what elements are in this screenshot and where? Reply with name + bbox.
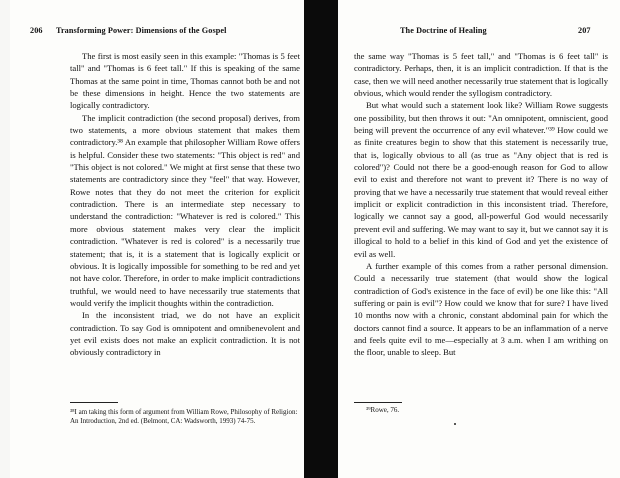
- right-page-body: [354, 50, 608, 359]
- running-title: The Doctrine of Healing: [400, 26, 487, 35]
- scan-speck: [454, 423, 456, 425]
- footnote-rule: [70, 402, 118, 403]
- footnote: ³⁸I am taking this form of argument from William Rowe, Philosophy of Religion: An Introduction, 2nd ed. (Belmont, CA: Wadsworth, 1993) 74-75.: [70, 408, 298, 426]
- left-page-header: [14, 26, 300, 40]
- paragraph: In the inconsistent triad, we do not have an explicit contradiction. To say God is omnipotent and omnibenevolent and yet evil exists does not make an explicit contradiction. It is not obviously contradictory in: [70, 310, 300, 358]
- paragraph: The first is most easily seen in this example: "Thomas is 5 feet tall" and "Thomas is 6 feet tall." If this is speaking of the same Thomas at the same point in time, Thomas cannot both be and not be these dimensions in height. Hence the two statements are logically contradictory.: [70, 51, 300, 111]
- book-gutter: [304, 0, 338, 478]
- paragraph: But what would such a statement look like? William Rowe suggests one possibility, but then throws it out: "An omnipotent, omniscient, good being will prevent the occurrence of any evil whatever."³⁹ How could we as finite creatures begin to show that this statement is necessarily true, that is, logically obvious to all (as true as "Any object that is red is colored")? Could not there be a good-enough reason for God to allow evil to exist and therefore not want to prevent it? There is no way of proving that we have a necessarily true statement that would reveal either implicit or explicit contradiction in this inconsistent triad. Therefore, logically we cannot say a good, all-powerful God would necessarily prevent evil and suffering. We may want to say it, but we cannot say it is illogical to hold to a belief in this kind of God and yet the existence of evil as well.: [354, 100, 608, 259]
- left-page-body: [70, 50, 300, 359]
- page-number: 207: [578, 26, 591, 35]
- footnote-rule: [354, 402, 402, 403]
- paragraph: The implicit contradiction (the second proposal) derives, from two statements, a more obvious statement that makes them contradictory.³⁸ An example that philosopher William Rowe offers is helpful. Consider these two statements: "This object is red" and "This object is not colored." We might at first sense that these two statements are contradictory since they "feel" that way. However, Rowe notes that they do not meet the criterion for explicit contradiction. There is an intermediate step necessary to understand the contradiction: "Whatever is red is colored." This more obvious statement makes very clear the implicit contradiction. "Whatever is red is colored" is a necessarily true statement; that is, it is a statement that is logically explicit or obvious. It is logically impossible for something to be red and yet not have color. Therefore, in order to make implicit contradictions truthful, we would need to have necessarily true statements that would verify the implicit thoughts within the contradiction.: [70, 112, 300, 308]
- paragraph: A further example of this comes from a rather personal dimension. Could a necessarily true statement (that would show the logical contradiction of God's existence in the face of evil) be one like this: "All suffering or pain is evil"? How could we know that for sure? I have lived 10 months now with a chronic, constant abdominal pain for which the doctors cannot find a source. It appears to be an inflammation of a nerve and feels quite evil to me—especially at 3 a.m. when I am writhing on the floor, unable to sleep. But: [354, 260, 608, 358]
- paragraph: the same way "Thomas is 5 feet tall," and "Thomas is 6 feet tall" is contradictory. Perhaps, then, it is an implicit contradiction. If that is the case, then we will need another necessarily true statement that is logically obvious, which would render the syllogism contradictory.: [354, 51, 608, 99]
- page-number: 206: [30, 26, 43, 35]
- footnote: ³⁹Rowe, 76.: [366, 406, 400, 414]
- left-page: [14, 0, 300, 478]
- running-title: Transforming Power: Dimensions of the Gospel: [56, 26, 227, 35]
- right-page-header: [342, 26, 614, 40]
- page-edge: [0, 0, 10, 478]
- right-page: [342, 0, 614, 478]
